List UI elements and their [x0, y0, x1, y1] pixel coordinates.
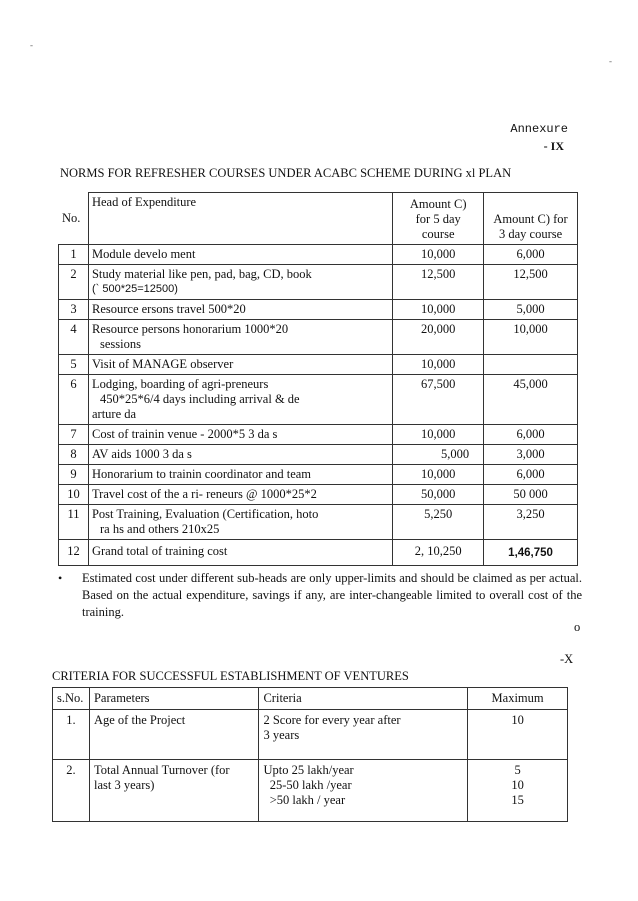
row-number: 1 — [59, 245, 89, 265]
expenditure-row — [59, 265, 578, 300]
header-no: No. — [59, 193, 89, 245]
mark-x: -X — [560, 652, 574, 666]
row-head-line: Travel cost of the a ri- reneurs @ 1000*25*2 — [91, 487, 317, 501]
row-head-of-expenditure — [88, 375, 392, 425]
row-number: 3 — [59, 300, 89, 320]
row-amount-3-day: 5,000 — [484, 300, 578, 320]
row-number: 10 — [59, 485, 89, 505]
expenditure-row — [59, 245, 578, 265]
criteria-header-parameters: Parameters — [89, 688, 258, 710]
row-head-of-expenditure — [88, 355, 392, 375]
row-head-line: ra hs and others 210x25 — [99, 522, 220, 536]
row-amount-3-day: 3,000 — [484, 445, 578, 465]
expenditure-row — [59, 540, 578, 566]
row-head-line: (` 500*25=12500) — [91, 283, 178, 295]
criteria-parameter-line: Age of the Project — [93, 713, 186, 727]
row-head-line: 450*25*6/4 days including arrival & de — [99, 392, 300, 406]
row-amount-5-day: 50,000 — [393, 485, 484, 505]
criteria-header-criteria: Criteria — [259, 688, 468, 710]
criteria-line: Upto 25 lakh/year — [263, 763, 354, 777]
criteria-sno: 1. — [53, 710, 90, 760]
row-head-line: Visit of MANAGE observer — [91, 357, 234, 371]
criteria-maximum — [468, 710, 568, 760]
row-head-of-expenditure — [88, 265, 392, 300]
expenditure-row — [59, 300, 578, 320]
row-head-line: Resource persons honorarium 1000*20 — [91, 322, 289, 336]
expenditure-row — [59, 355, 578, 375]
corner-mark-right: - — [609, 56, 612, 66]
expenditure-header-row — [59, 193, 578, 245]
criteria-max-line: 10 — [511, 713, 524, 727]
row-amount-5-day: 5,250 — [393, 505, 484, 540]
header-amount-5-day: Amount C) for 5 day course — [393, 193, 484, 245]
criteria-line: >50 lakh / year — [263, 793, 346, 807]
row-amount-5-day: 2, 10,250 — [393, 540, 484, 566]
note-bullet: • — [58, 571, 63, 585]
row-head-line: sessions — [99, 337, 141, 351]
row-amount-5-day: 20,000 — [393, 320, 484, 355]
row-number: 5 — [59, 355, 89, 375]
criteria-criteria — [259, 760, 468, 822]
mark-o: o — [574, 620, 581, 634]
row-amount-5-day: 12,500 — [393, 265, 484, 300]
row-head-of-expenditure — [88, 320, 392, 355]
criteria-row — [53, 760, 568, 822]
annexure-number: - IX — [543, 139, 564, 153]
row-number: 11 — [59, 505, 89, 540]
row-head-line: Module develo ment — [91, 247, 196, 261]
criteria-max-line: 5 — [514, 763, 521, 777]
row-number: 2 — [59, 265, 89, 300]
row-amount-3-day: 12,500 — [484, 265, 578, 300]
row-head-of-expenditure — [88, 505, 392, 540]
expenditure-row — [59, 445, 578, 465]
criteria-maximum — [468, 760, 568, 822]
row-amount-3-day: 6,000 — [484, 245, 578, 265]
row-amount-5-day: 10,000 — [393, 300, 484, 320]
row-number: 9 — [59, 465, 89, 485]
criteria-line: 2 Score for every year after — [263, 713, 401, 727]
row-amount-5-day: 10,000 — [393, 355, 484, 375]
row-number: 8 — [59, 445, 89, 465]
row-amount-5-day: 10,000 — [393, 465, 484, 485]
expenditure-row — [59, 485, 578, 505]
row-head-line: Lodging, boarding of agri-preneurs — [91, 377, 269, 391]
criteria-max-line: 15 — [511, 793, 524, 807]
row-head-line: Post Training, Evaluation (Certification, hoto — [91, 507, 319, 521]
row-amount-3-day: 10,000 — [484, 320, 578, 355]
row-amount-5-day: 5,000 — [393, 445, 484, 465]
row-number: 12 — [59, 540, 89, 566]
row-amount-3-day — [484, 355, 578, 375]
header-head-of-expenditure: Head of Expenditure — [88, 193, 392, 245]
row-amount-5-day: 10,000 — [393, 425, 484, 445]
criteria-max-line: 10 — [511, 778, 524, 792]
criteria-parameter — [89, 760, 258, 822]
row-amount-3-day: 3,250 — [484, 505, 578, 540]
row-head-line: Honorarium to trainin coordinator and team — [91, 467, 312, 481]
row-head-line: Grand total of training cost — [91, 544, 228, 558]
row-head-of-expenditure — [88, 425, 392, 445]
row-number: 6 — [59, 375, 89, 425]
row-amount-3-day: 50 000 — [484, 485, 578, 505]
criteria-row — [53, 710, 568, 760]
criteria-header-row — [53, 688, 568, 710]
row-head-line: arture da — [91, 407, 137, 421]
row-head-of-expenditure — [88, 465, 392, 485]
table1-title: NORMS FOR REFRESHER COURSES UNDER ACABC SCHEME DURING xl PLAN — [60, 166, 512, 180]
row-number: 7 — [59, 425, 89, 445]
corner-mark-left: - — [30, 40, 33, 50]
row-head-of-expenditure — [88, 445, 392, 465]
expenditure-row — [59, 320, 578, 355]
row-head-line: Study material like pen, pad, bag, CD, book — [91, 267, 312, 281]
row-head-line: Resource ersons travel 500*20 — [91, 302, 246, 316]
criteria-parameter-line: last 3 years) — [93, 778, 155, 792]
table2-title: CRITERIA FOR SUCCESSFUL ESTABLISHMENT OF VENTURES — [52, 669, 409, 683]
annexure-label: Annexure — [510, 122, 568, 136]
criteria-header-maximum: Maximum — [468, 688, 568, 710]
row-head-of-expenditure — [88, 485, 392, 505]
header-amount-3-day: Amount C) for 3 day course — [484, 193, 578, 245]
row-amount-3-day: 6,000 — [484, 425, 578, 445]
row-head-line: AV aids 1000 3 da s — [91, 447, 192, 461]
criteria-parameter — [89, 710, 258, 760]
row-amount-3-day: 6,000 — [484, 465, 578, 485]
expenditure-row — [59, 465, 578, 485]
criteria-table — [52, 687, 568, 822]
criteria-line: 3 years — [263, 728, 300, 742]
criteria-parameter-line: Total Annual Turnover (for — [93, 763, 230, 777]
row-head-line: Cost of trainin venue - 2000*5 3 da s — [91, 427, 278, 441]
row-head-of-expenditure — [88, 245, 392, 265]
expenditure-row — [59, 505, 578, 540]
row-amount-5-day: 67,500 — [393, 375, 484, 425]
criteria-header-sno: s.No. — [53, 688, 90, 710]
expenditure-row — [59, 425, 578, 445]
criteria-criteria — [259, 710, 468, 760]
row-head-of-expenditure — [88, 300, 392, 320]
row-number: 4 — [59, 320, 89, 355]
row-amount-3-day: 1,46,750 — [484, 540, 578, 566]
note-text: Estimated cost under different sub-heads are only upper-limits and should be claimed as per actual. Based on the actual expenditure, savings if any, are inter-changeable limited to overall cost of the training. — [82, 571, 582, 619]
row-amount-3-day: 45,000 — [484, 375, 578, 425]
expenditure-table — [58, 192, 578, 566]
expenditure-row — [59, 375, 578, 425]
row-head-of-expenditure — [88, 540, 392, 566]
criteria-sno: 2. — [53, 760, 90, 822]
criteria-line: 25-50 lakh /year — [263, 778, 352, 792]
row-amount-5-day: 10,000 — [393, 245, 484, 265]
